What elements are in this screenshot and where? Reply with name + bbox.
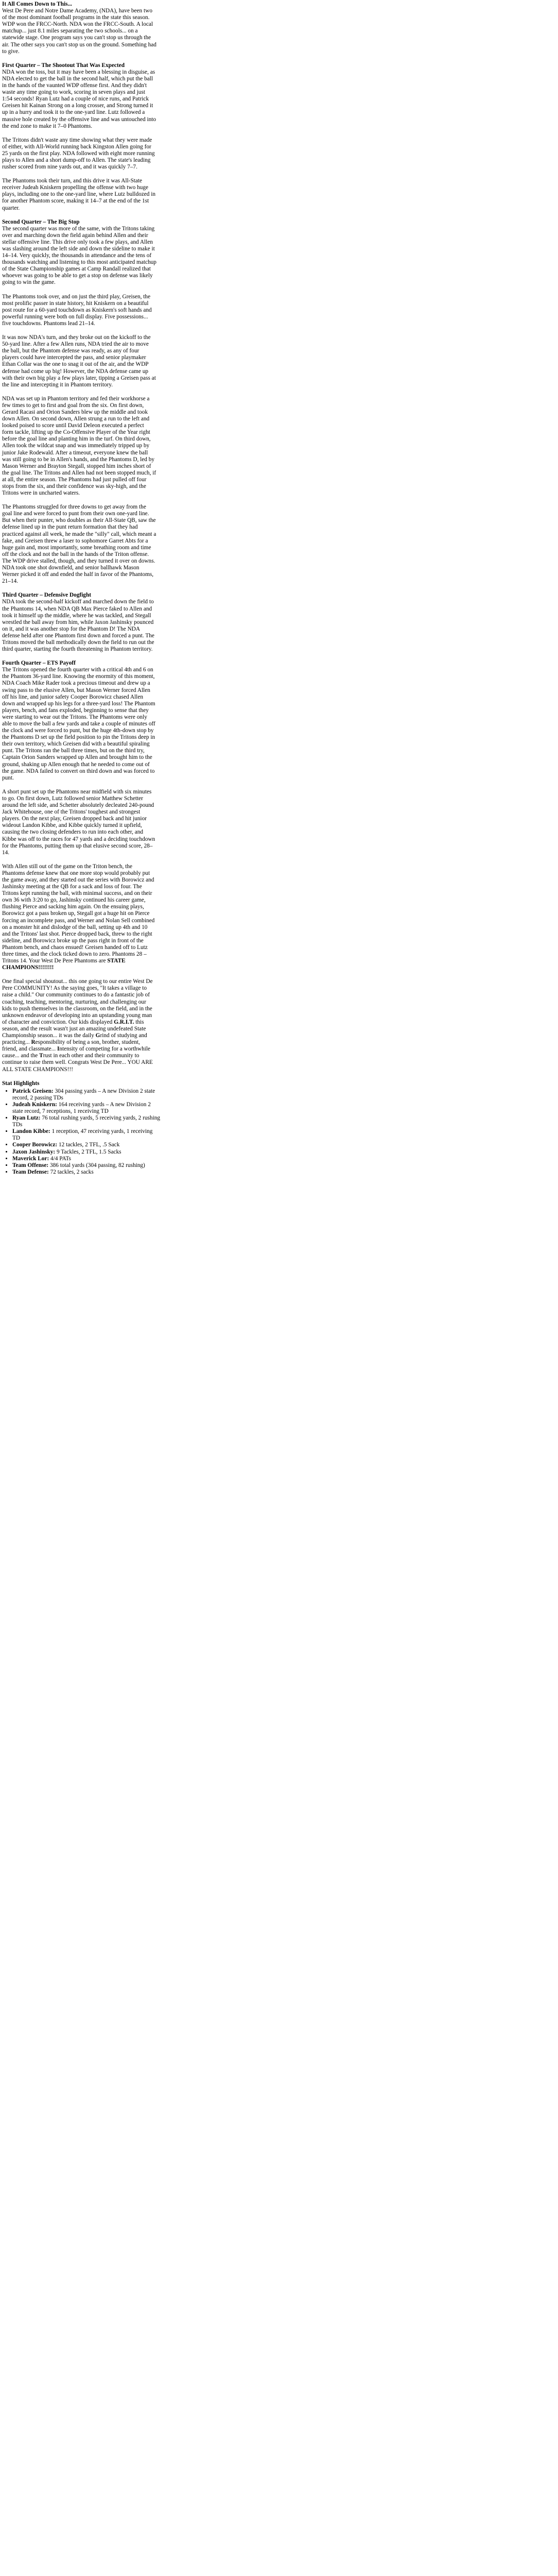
stat-text: 9 Tackles, 2 TFL, 1.5 Sacks [55, 1148, 121, 1155]
stat-item [12, 1149, 162, 1156]
stat-name: Landon Kibbe: [12, 1128, 50, 1135]
closing-text-5: ntensity of competing for a worthwhile cause... and the [2, 1046, 151, 1059]
q2-paragraph-5: The Phantoms struggled for three downs to get away from the goal line and were forced to punt from their own one-yard line. But when their punter, who doubles as their All-State QB, saw the defense lined up in the punt return formation that they had practiced against all week, he made the "silly" call, which meant a fake, and Greisen threw a laser to sophomore Garret Abts for a huge gain and, most importantly, some breathing room and time off the clock and not the ball in the hands of the Triton offense. The WDP drive stalled, though, and they turned it over on downs. NDA took one shot downfield, and senior ballhawk Mason Werner picked it off and ended the half in favor of the Phantoms, 21–14. [2, 504, 156, 585]
stat-text: 386 total yards (304 passing, 82 rushing) [48, 1162, 145, 1168]
q3-title: Third Quarter – Defensive Dogfight [2, 592, 91, 599]
grit-t: T [39, 1053, 43, 1059]
stat-name: Judeah Kniskern: [12, 1101, 57, 1108]
q4-paragraph-1: The Tritons opened the fourth quarter with a critical 4th and 6 on the Phantom 36-yard line. Knowing the enormity of this moment, NDA Coach Mike Rader took a precious timeout and drew up a swing pass to the elusive Allen, but Mason Werner forced Allen off his line, and junior safety Cooper Borowicz chased Allen down and wrapped up his legs for a three-yard loss! The Phantom players, bench, and fans exploded, beginning to sense that they were starting to wear out the Tritons. The Phantoms were only able to move the ball a few yards and take a couple of minutes off the clock and were forced to punt, but the huge 4th-down stop by the Phantoms D set up the field position to pin the Tritons deep in their own territory, which Greisen did with a beautiful spiraling punt. The Tritons ran the ball three times, but on the third try, Captain Orion Sanders wrapped up Allen and brought him to the ground, shaking up Allen enough that he needed to come out of the game. NDA failed to convert on third down and was forced to punt. [2, 667, 155, 781]
stat-name: Team Defense: [12, 1168, 49, 1175]
stat-text: 304 passing yards – A new Division 2 state record, 2 passing TDs [12, 1088, 155, 1101]
grit-g: G [95, 1032, 100, 1039]
grit-i: I [57, 1046, 60, 1053]
grit-r: R [31, 1039, 36, 1046]
q2-title: Second Quarter – The Big Stop [2, 218, 80, 225]
intro-paragraph: West De Pere and Notre Dame Academy, (NDA), have been two of the most dominant football programs in the state this season. WDP won the FRCC-North. NDA won the FRCC-South. A local matchup... just 8.1 miles separating the two schools... on a statewide stage. One program says you can't stop us through the air. The other says you can't stop us on the ground. Something had to give. [2, 8, 156, 55]
q4-paragraph-3-text: With Allen still out of the game on the Triton bench, the Phantoms defense knew that one more stop would probably put the game away, and they started out the series with Borowicz and Jashinsky meeting at the QB for a sack and loss of four. The Tritons kept running the ball, with minimal success, and on their own 36 with 3:20 to go, Jashinsky continued his career game, flushing Pierce and sacking him again. On the ensuing plays, Borowicz got a pass broken up, Stegall got a huge hit on Pierce forcing an incomplete pass, and Werner and Nolan Sell combined on a monster hit and dislodge of the ball, setting up 4th and 10 and the Tritons' last shot. Pierce dropped back, threw to the right sideline, and Borowicz broke up the pass right in front of the Phantom bench, and chaos ensued! Greisen handed off to Lutz three times, and the clock ticked down to zero. Phantoms 28 – Tritons 14. Your West De Pere Phantoms are [2, 863, 155, 964]
stat-item [12, 1162, 162, 1169]
stat-item [12, 1088, 162, 1101]
stat-text: 12 tackles, 2 TFL, .5 Sack [57, 1142, 120, 1148]
stat-text: 4/4 PATs [49, 1155, 71, 1162]
q4-paragraph-3 [2, 863, 156, 972]
q4-title: Fourth Quarter – ETS Payoff [2, 660, 76, 667]
article [0, 0, 558, 1181]
q1-title: First Quarter – The Shootout That Was Expected [2, 62, 125, 69]
stat-item [12, 1128, 162, 1142]
stat-text: 72 tackles, 2 sacks [48, 1168, 94, 1175]
closing-text-4: esponsibility of being a son, brother, student, friend, and classmate... [2, 1039, 140, 1053]
stat-item [12, 1115, 162, 1128]
stat-name: Ryan Lutz: [12, 1115, 41, 1122]
q2-paragraph-2: The Phantoms took over, and on just the third play, Greisen, the most prolific passer in state history, hit Kniskern on a beautiful post route for a 60-yard touchdown as Kniskern's soft hands and powerful running were both on full display. Five possessions... five touchdowns. Phantoms lead 21–14. [2, 293, 152, 327]
q2-paragraph-1: The second quarter was more of the same, with the Tritons taking over and marching down the field again behind Allen and their stellar offensive line. This drive only took a few plays, and Allen was slashing around the left side and down the sideline to make it 14–14. Very quickly, the thousands in attendance and the tens of thousands watching and listening to this most anticipated matchup of the State Championship games at Camp Randall realized that whoever was going to be able to get a stop on defense was likely going to win the game. [2, 225, 156, 286]
closing-text-6: rust in each other and their community to continue to raise them well. Congrats West De Pere... YOU ARE ALL STATE CHAMPIONS!!! [2, 1053, 153, 1073]
stat-item [12, 1169, 162, 1176]
intro-title: It All Comes Down to This... [2, 1, 72, 7]
grit-text: G.R.I.T. [114, 1019, 134, 1025]
q4-paragraph-2: A short punt set up the Phantoms near midfield with six minutes to go. On first down, Lutz followed senior Matthew Schetter around the left side, and Schetter absolutely decleated 240-pound Jack Whitehouse, one of the Tritons' toughest and strongest players. On the next play, Greisen dropped back and hit junior wideout Landon Kibbe, and Kibbe quickly turned it upfield, causing the two closing defenders to run into each other, and Kibbe was off to the races for 47 yards and a deciding touchdown for the Phantoms, putting them up that elusive second score, 28–14. [2, 788, 155, 856]
q2-paragraph-3: It was now NDA's turn, and they broke out on the kickoff to the 50-yard line. After a few Allen runs, NDA tried the air to move the ball, but the Phantom defense was ready, as any of four players could have intercepted the pass, and senior playmaker Ethan Collar was the one to snag it out of the air, and the WDP defense had come up big! However, the NDA defense came up with their own big play a few plays later, tipping a Greisen pass at the line and intercepting it in Phantom territory. [2, 334, 156, 388]
q1-paragraph-3: The Phantoms took their turn, and this drive it was All-State receiver Judeah Kniskern propelling the offense with two huge plays, including one to the one-yard line, where Lutz bulldozed in for another Phantom score, making it 14–7 at the end of the 1st quarter. [2, 178, 156, 211]
stat-name: Jaxon Jashinsky: [12, 1148, 56, 1155]
q1-paragraph-2: The Tritons didn't waste any time showing what they were made of either, with All-World running back Kingston Allen going for 25 yards on the first play. NDA followed with eight more running plays to Allen and a short dump-off to Allen. The state's leading rusher scored from nine yards out, and it was quickly 7–7. [2, 137, 155, 171]
q3-paragraph-1: NDA took the second-half kickoff and marched down the field to the Phantoms 14, when NDA QB Max Pierce faked to Allen and took it himself up the middle, where he was tackled, and Stegall wrestled the ball away from him, while Jaxon Jashinsky pounced on it, and it was another stop for the Phantom D! The NDA defense held after one Phantom first down and forced a punt. The Tritons moved the ball methodically down the field to run out the third quarter, starting the fourth threatening in Phantom territory. [2, 599, 154, 653]
closing-text-2: this season, and the result wasn't just an amazing undefeated State Championship season... it was the daily [2, 1019, 146, 1039]
stat-name: Team Offense: [12, 1162, 49, 1168]
q1-paragraph-1: NDA won the toss, but it may have been a blessing in disguise, as NDA elected to get the ball in the second half, which put the ball in the hands of the vaunted WDP offense first. And they didn't waste any time going to work, scoring in seven plays and just 1:54 seconds! Ryan Lutz had a couple of nice runs, and Patrick Greisen hit Kainan Strong on a long crosser, and Strong turned it up in a hurry and took it to the one-yard line. Lutz followed a massive hole created by the offensive line and was untouched into the end zone to make it 7–0 Phantoms. [2, 69, 156, 129]
stat-name: Patrick Greisen: [12, 1088, 54, 1094]
stat-text: 76 total rushing yards, 5 receiving yards, 2 rushing TDs [12, 1115, 161, 1128]
stat-item [12, 1101, 162, 1115]
stat-text: 164 receiving yards – A new Division 2 state record, 7 receptions, 1 receiving TD [12, 1101, 151, 1114]
state-champions-text: STATE CHAMPIONS!!!!!!!! [2, 958, 126, 971]
stat-text: 1 reception, 47 receiving yards, 1 receiving TD [12, 1128, 153, 1142]
stat-name: Maverick Lor: [12, 1155, 49, 1162]
closing-text-1: One final special shoutout... this one going to our entire West De Pere COMMUNITY! As the saying goes, "It takes a village to raise a child." Our community continues to do a fantastic job of coaching, teaching, mentoring, nurturing, and challenging our kids to push themselves in the classroom, on the field, and in the unknown endeavor of developing into an upstanding young man of character and conviction. Our kids displayed [2, 978, 153, 1025]
stats-title: Stat Highlights [2, 1080, 40, 1087]
closing-paragraph [2, 978, 156, 1073]
closing-text-3: rind of studying and practicing... [2, 1032, 147, 1046]
q2-paragraph-4: NDA was set up in Phantom territory and fed their workhorse a few times to get to first and goal from the six. On first down, Gerard Racasi and Orion Sanders blew up the middle and took down Allen. On second down, Allen strung a run to the left and looked poised to score until David Deleon executed a perfect form tackle, lifting up the Co-Offensive Player of the Year right before the goal line and planting him in the turf. On third down, Allen took the wildcat snap and was immediately tripped up by junior Jake Rodewald. After a timeout, everyone knew the ball was still going to be in Allen's hands, and the Phantoms D, led by Mason Werner and Brayton Stegall, stopped him inches short of the goal line. The Tritons and Allen had not been stopped much, if at all, the entire season. The Phantoms had just pulled off four stops from the six, and their confidence was sky-high, and the Tritons were in uncharted waters. [2, 395, 156, 497]
stat-name: Cooper Borowicz: [12, 1142, 58, 1148]
stat-item [12, 1156, 162, 1162]
stats-list [2, 1088, 162, 1176]
stat-item [12, 1142, 162, 1148]
